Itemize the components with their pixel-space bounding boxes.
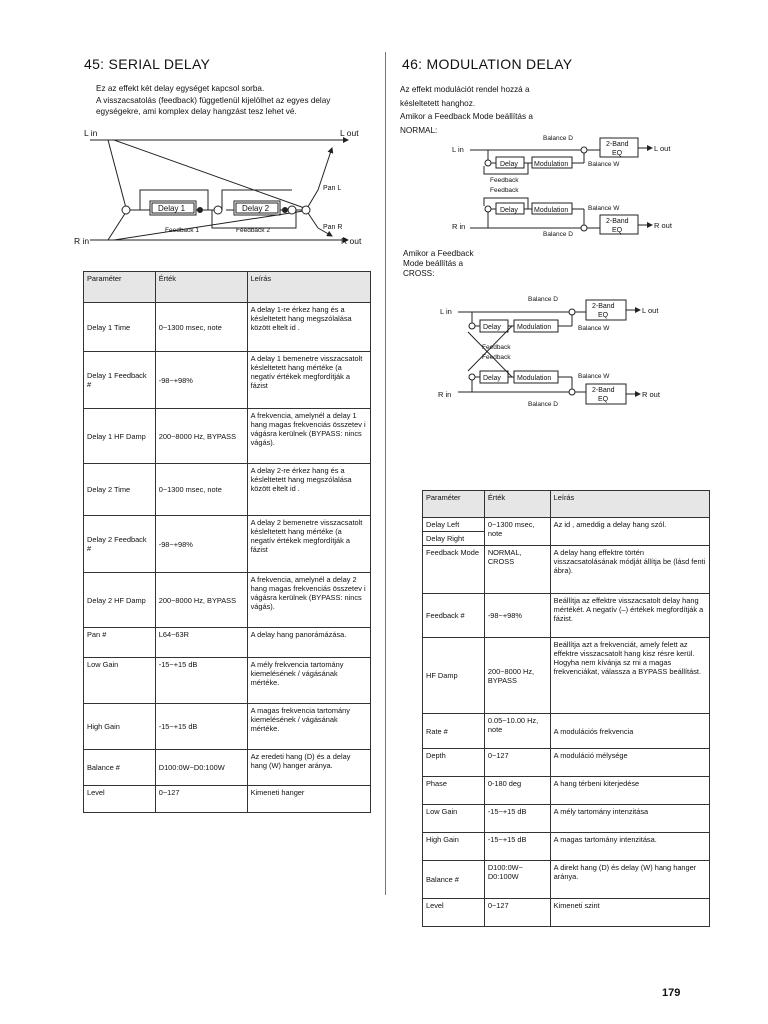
desc-cell: A hang térbeni kiterjedése: [550, 777, 709, 805]
cross-l-out: L out: [642, 306, 659, 315]
param-cell: Level: [423, 899, 485, 927]
header-param: Paraméter: [84, 272, 156, 303]
value-cell: 0~127: [484, 899, 550, 927]
param-cell: Delay 2 Feedback #: [84, 516, 156, 573]
section-45-heading: 45: SERIAL DELAY: [84, 56, 211, 72]
value-cell: -98~+98%: [155, 516, 247, 573]
normal-mod-r: Modulation: [534, 207, 569, 214]
intro-line: NORMAL:: [400, 125, 438, 135]
value-cell: -98~+98%: [155, 352, 247, 409]
table-row: [84, 573, 371, 628]
serial-l-out: L out: [340, 128, 359, 138]
desc-cell: A delay hang panorámázása.: [247, 628, 370, 658]
table-row: [423, 777, 710, 805]
param-cell: Delay Left: [423, 518, 485, 532]
cross-balance-w-bottom: Balance W: [578, 373, 610, 380]
cross-balance-d-bottom: Balance D: [528, 401, 558, 408]
param-cell: Feedback Mode: [423, 546, 485, 594]
table-row: [84, 303, 371, 352]
intro-line: Az effekt modulációt rendel hozzá a: [400, 85, 530, 94]
value-line: note: [487, 529, 503, 538]
table-row: [423, 518, 710, 532]
section-46-heading: 46: MODULATION DELAY: [402, 56, 573, 72]
header-desc: Leírás: [247, 272, 370, 303]
intro-line: Mode beállítás a: [403, 259, 464, 268]
table-row: [423, 714, 710, 749]
desc-cell: A delay 2 bemenetre visszacsatolt késleltetett hang mértéke (a negatív értékek megfordítják a fázist: [247, 516, 370, 573]
normal-delay-l: Delay: [500, 161, 518, 168]
cross-eq-l-2: EQ: [598, 312, 609, 319]
normal-eq-l-1: 2-Band: [606, 141, 629, 148]
header-value: Érték: [155, 272, 247, 303]
desc-cell: A modulációs frekvencia: [550, 714, 709, 749]
serial-l-in: L in: [84, 128, 98, 138]
value-cell: [484, 518, 550, 546]
desc-cell: A mély tartomány intenzitása: [550, 805, 709, 833]
desc-cell: Az id , ameddig a delay hang szól.: [550, 518, 709, 546]
desc-cell: A delay 2-re érkez hang és a késleltetett hang megszólalása között eltelt id .: [247, 464, 370, 516]
table-row: [84, 704, 371, 750]
delay-2-block: Delay 2: [242, 204, 270, 213]
desc-cell: A magas tartomány intenzitása.: [550, 833, 709, 861]
desc-cell: A frekvencia, amelynél a delay 1 hang magas frekvenciás összetev i vágásra kerülnek (BYPASS: nincs vágás).: [247, 409, 370, 464]
param-cell: Depth: [423, 749, 485, 777]
table-row: [423, 594, 710, 638]
value-cell: 200~8000 Hz, BYPASS: [155, 409, 247, 464]
value-cell: L64~63R: [155, 628, 247, 658]
desc-cell: A delay 1 bemenetre visszacsatolt késleltetett hang mértéke (a negatív értékek megfordítják a fázist: [247, 352, 370, 409]
serial-delay-param-table: [83, 271, 371, 813]
param-cell: High Gain: [84, 704, 156, 750]
intro-line: A visszacsatolás (feedback) függetlenül kijelölhet az egyes delay: [96, 95, 331, 105]
table-row: [84, 628, 371, 658]
value-cell: 200~8000 Hz, BYPASS: [155, 573, 247, 628]
normal-mod-l: Modulation: [534, 161, 569, 168]
intro-line: egységekre, ami komplex delay hangzást tesz lehet vé.: [96, 107, 297, 116]
normal-delay-r: Delay: [500, 207, 518, 214]
table-row: [84, 658, 371, 704]
param-cell: Delay 2 HF Damp: [84, 573, 156, 628]
normal-eq-l-2: EQ: [612, 150, 623, 157]
value-cell: 0.05~10.00 Hz, note: [484, 714, 550, 749]
desc-cell: Kimeneti hanger: [247, 786, 370, 813]
header-value: Érték: [484, 491, 550, 518]
value-cell: 200~8000 Hz, BYPASS: [484, 638, 550, 714]
normal-balance-d-top: Balance D: [543, 135, 573, 142]
param-cell: HF Damp: [423, 638, 485, 714]
intro-line: CROSS:: [403, 269, 435, 278]
delay-1-block: Delay 1: [158, 204, 186, 213]
cross-balance-d-top: Balance D: [528, 296, 558, 303]
table-row: [423, 833, 710, 861]
intro-line: Ez az effekt két delay egységet kapcsol sorba.: [96, 84, 265, 93]
header-param: Paraméter: [423, 491, 485, 518]
pan-l-label: Pan L: [323, 185, 342, 192]
serial-r-in: R in: [74, 236, 90, 246]
desc-cell: A mély frekvencia tartomány kiemelésének / vágásának mértéke.: [247, 658, 370, 704]
normal-r-in: R in: [452, 222, 466, 231]
value-cell: 0-180 deg: [484, 777, 550, 805]
desc-cell: A moduláció mélysége: [550, 749, 709, 777]
param-cell: Rate #: [423, 714, 485, 749]
cross-feedback-1: Feedback: [482, 344, 511, 351]
table-row: [84, 464, 371, 516]
value-line: 0~1300 msec,: [487, 520, 535, 529]
desc-cell: Beállítja azt a frekvenciát, amely felett az effektre visszacsatolt hang kisz résre kerül. Hogyha nem kívánja sz rni a magas frekvenciákat, válassza a BYPASS beállítást.: [550, 638, 709, 714]
intro-line: Amikor a Feedback Mode beállítás a: [400, 112, 533, 121]
table-header-row: [423, 491, 710, 518]
table-row: [423, 638, 710, 714]
normal-feedback-2: Feedback: [490, 187, 519, 194]
table-row: [423, 805, 710, 833]
normal-feedback-1: Feedback: [490, 177, 519, 184]
value-cell: -15~+15 dB: [484, 833, 550, 861]
desc-cell: A delay hang effektre történ visszacsatolásának módját állítja be (lásd fenti ábra).: [550, 546, 709, 594]
table-row: [423, 749, 710, 777]
cross-balance-w-top: Balance W: [578, 325, 610, 332]
value-cell: 0~127: [155, 786, 247, 813]
cross-mod-l: Modulation: [517, 324, 552, 331]
serial-r-out: R out: [341, 236, 362, 246]
param-cell: Delay 1 Time: [84, 303, 156, 352]
cross-eq-l-1: 2-Band: [592, 303, 615, 310]
desc-cell: A magas frekvencia tartomány kiemelésének / vágásának mértéke.: [247, 704, 370, 750]
value-cell: -15~+15 dB: [155, 704, 247, 750]
normal-l-in: L in: [452, 145, 464, 154]
value-cell: 0~1300 msec, note: [155, 464, 247, 516]
value-cell: 0~127: [484, 749, 550, 777]
value-cell: D100:0W~ D0:100W: [484, 861, 550, 899]
table-row: [84, 786, 371, 813]
pan-r-label: Pan R: [323, 224, 343, 231]
desc-cell: A frekvencia, amelynél a delay 2 hang magas frekvenciás összetev i vágásra kerülnek (BYPASS: nincs vágás).: [247, 573, 370, 628]
param-cell: High Gain: [423, 833, 485, 861]
value-cell: -15~+15 dB: [484, 805, 550, 833]
cross-eq-r-2: EQ: [598, 396, 609, 403]
normal-eq-r-1: 2-Band: [606, 218, 629, 225]
value-cell: -98~+98%: [484, 594, 550, 638]
param-cell: Delay 1 Feedback #: [84, 352, 156, 409]
normal-balance-d-bottom: Balance D: [543, 231, 573, 238]
param-cell: Delay Right: [423, 532, 485, 546]
param-cell: Pan #: [84, 628, 156, 658]
param-cell: Delay 1 HF Damp: [84, 409, 156, 464]
param-cell: Feedback #: [423, 594, 485, 638]
value-cell: D100:0W~D0:100W: [155, 750, 247, 786]
page-number: 179: [662, 987, 681, 999]
value-cell: 0~1300 msec, note: [155, 303, 247, 352]
desc-cell: Kimeneti szint: [550, 899, 709, 927]
value-cell: -15~+15 dB: [155, 658, 247, 704]
normal-r-out: R out: [654, 221, 672, 230]
table-row: [423, 861, 710, 899]
param-cell: Balance #: [423, 861, 485, 899]
param-cell: Low Gain: [423, 805, 485, 833]
cross-eq-r-1: 2-Band: [592, 387, 615, 394]
table-header-row: [84, 272, 371, 303]
normal-l-out: L out: [654, 144, 671, 153]
normal-balance-w-top: Balance W: [588, 161, 620, 168]
cross-delay-r: Delay: [483, 375, 501, 382]
cross-mod-r: Modulation: [517, 375, 552, 382]
serial-delay-diagram: [90, 140, 348, 240]
cross-r-out: R out: [642, 390, 660, 399]
modulation-delay-param-table: [422, 490, 710, 927]
param-cell: Phase: [423, 777, 485, 805]
table-row: [84, 409, 371, 464]
desc-cell: Beállítja az effektre visszacsatolt delay hang mértékét. A negatív (–) értékek megfordítják a fázist.: [550, 594, 709, 638]
cross-delay-l: Delay: [483, 324, 501, 331]
param-cell: Level: [84, 786, 156, 813]
header-desc: Leírás: [550, 491, 709, 518]
param-cell: Delay 2 Time: [84, 464, 156, 516]
table-row: [423, 546, 710, 594]
normal-balance-w-bottom: Balance W: [588, 205, 620, 212]
desc-cell: A direkt hang (D) és delay (W) hang hanger aránya.: [550, 861, 709, 899]
table-row: [84, 352, 371, 409]
cross-r-in: R in: [438, 390, 452, 399]
desc-cell: A delay 1-re érkez hang és a késleltetett hang megszólalása között eltelt id .: [247, 303, 370, 352]
table-row: [84, 750, 371, 786]
feedback-2-label: Feedback 2: [236, 227, 270, 234]
feedback-1-label: Feedback 1: [165, 227, 199, 234]
param-cell: Balance #: [84, 750, 156, 786]
cross-l-in: L in: [440, 307, 452, 316]
desc-cell: Az eredeti hang (D) és a delay hang (W) hanger aránya.: [247, 750, 370, 786]
normal-eq-r-2: EQ: [612, 227, 623, 234]
table-row: [423, 899, 710, 927]
param-cell: Low Gain: [84, 658, 156, 704]
intro-line: Amikor a Feedback: [403, 249, 474, 258]
value-cell: NORMAL, CROSS: [484, 546, 550, 594]
table-row: [84, 516, 371, 573]
cross-feedback-2: Feedback: [482, 354, 511, 361]
intro-line: késleltetett hanghoz.: [400, 98, 476, 108]
